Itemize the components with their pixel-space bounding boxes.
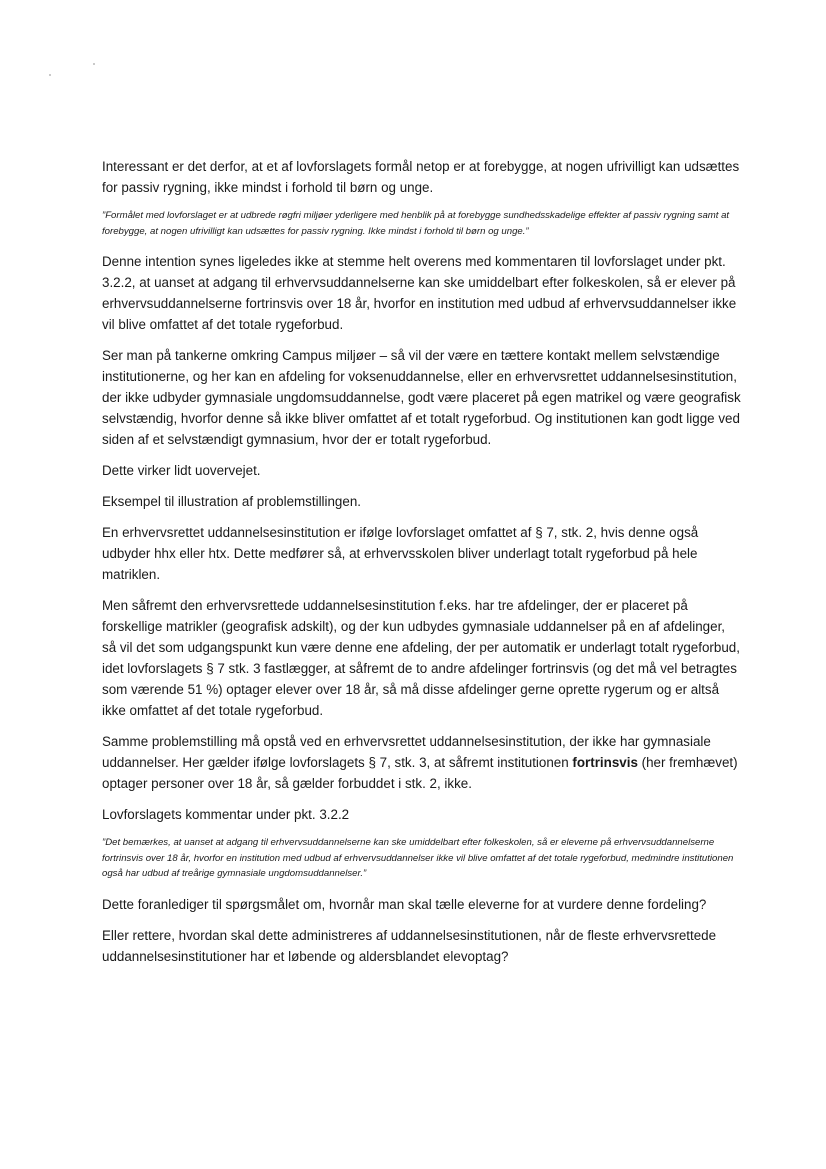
paragraph-question-2: Eller rettere, hvordan skal dette administreres af uddannelsesinstitutionen, når de fleste erhvervsrettede uddannelsesinstitutioner har et løbende og aldersblandet elevoptag? (102, 927, 717, 964)
scan-speck (93, 63, 95, 65)
paragraph-intro: Interessant er det derfor, at et af lovforslagets formål netop er at forebygge, at nogen ufrivilligt kan udsættes for passiv rygning, ikke mindst i forhold til børn og unge. (102, 159, 740, 195)
paragraph-question-1: Dette foranlediger til spørgsmålet om, hvornår man skal tælle eleverne for at vurdere denne fordeling? (102, 896, 707, 912)
paragraph-remark: Dette virker lidt uovervejet. (102, 463, 261, 478)
paragraph-intention: Denne intention synes ligeledes ikke at stemme helt overens med kommentaren til lovforslaget under pkt. 3.2.2, at uanset at adgang til erhvervsuddannelserne kan ske umiddelbart efter folkeskolen, så er elever på erhvervsuddannelserne fortrinsvis over 18 år, hvorfor en institution med udbud af erhvervsuddannelser ikke vil blive omfattet af det totale rygeforbud. (102, 254, 737, 332)
document-body (102, 156, 742, 977)
emphasis-fortrinsvis: fortrinsvis (572, 755, 638, 770)
quote-purpose: ”Formålet med lovforslaget er at udbrede røgfri miljøer yderligere med henblik på at forebygge sundhedsskadelige effekter af passiv rygning samt at forebygge, at nogen ufrivilligt kan udsættes for passiv rygning. Ikke mindst i forhold til børn og unge.” (102, 210, 730, 237)
paragraph-same-problem (102, 731, 742, 794)
paragraph-same-problem-text-end: (her fremhævet) optager personer over 18 år, så gælder forbuddet i stk. 2, ikke. (102, 755, 738, 791)
paragraph-example-1: En erhvervsrettet uddannelsesinstitution er ifølge lovforslaget omfattet af § 7, stk. 2, hvis denne også udbyder hhx eller htx. Dette medfører så, at erhvervsskolen bliver underlagt totalt rygeforbud på hele matriklen. (102, 525, 699, 582)
paragraph-campus: Ser man på tankerne omkring Campus miljøer – så vil der være en tættere kontakt mellem selvstændige institutionerne, og her kan en afdeling for voksenuddannelse, eller en erhvervsrettet uddannelsesinstitution, der ikke udbyder gymnasiale ungdomsuddannelse, godt være placeret på egen matrikel og være geografisk selvstændig, hvorfor denne så ikke bliver omfattet af et totalt rygeforbud. Og institutionen kan godt ligge ved siden af et selvstændigt gymnasium, hvor der er totalt rygeforbud. (102, 348, 741, 447)
paragraph-example-heading: Eksempel til illustration af problemstillingen. (102, 494, 361, 509)
quote-comment: ”Det bemærkes, at uanset at adgang til erhvervsuddannelserne kan ske umiddelbart efter folkeskolen, så er eleverne på erhvervsuddannelserne fortrinsvis over 18 år, hvorfor en institution med udbud af erhvervsuddannelser ikke vil blive omfattet af det totale rygeforbud, medmindre institutionen også har udbud af treårige gymnasiale ungdomsuddannelser.” (102, 837, 734, 879)
paragraph-example-2: Men såfremt den erhvervsrettede uddannelsesinstitution f.eks. har tre afdelinger, der er placeret på forskellige matrikler (geografisk adskilt), og der kun udbydes gymnasiale uddannelser på en af afdelinger, så vil det som udgangspunkt kun være denne ene afdeling, der per automatik er underlagt totalt rygeforbud, idet lovforslagets § 7 stk. 3 fastlægger, at såfremt de to andre afdelinger fortrinsvis (og det må vel betragtes som værende 51 %) optager elever over 18 år, så må disse afdelinger gerne oprette rygerum og er altså ikke omfattet af det totale rygeforbud. (102, 598, 740, 718)
paragraph-same-problem-text: Samme problemstilling må opstå ved en erhvervsrettet uddannelsesinstitution, der ikke har gymnasiale uddannelser. Her gælder ifølge lovforslagets § 7, stk. 3, at såfremt institutionen (102, 734, 711, 770)
scan-speck (49, 74, 51, 76)
paragraph-comment-heading: Lovforslagets kommentar under pkt. 3.2.2 (102, 807, 350, 822)
